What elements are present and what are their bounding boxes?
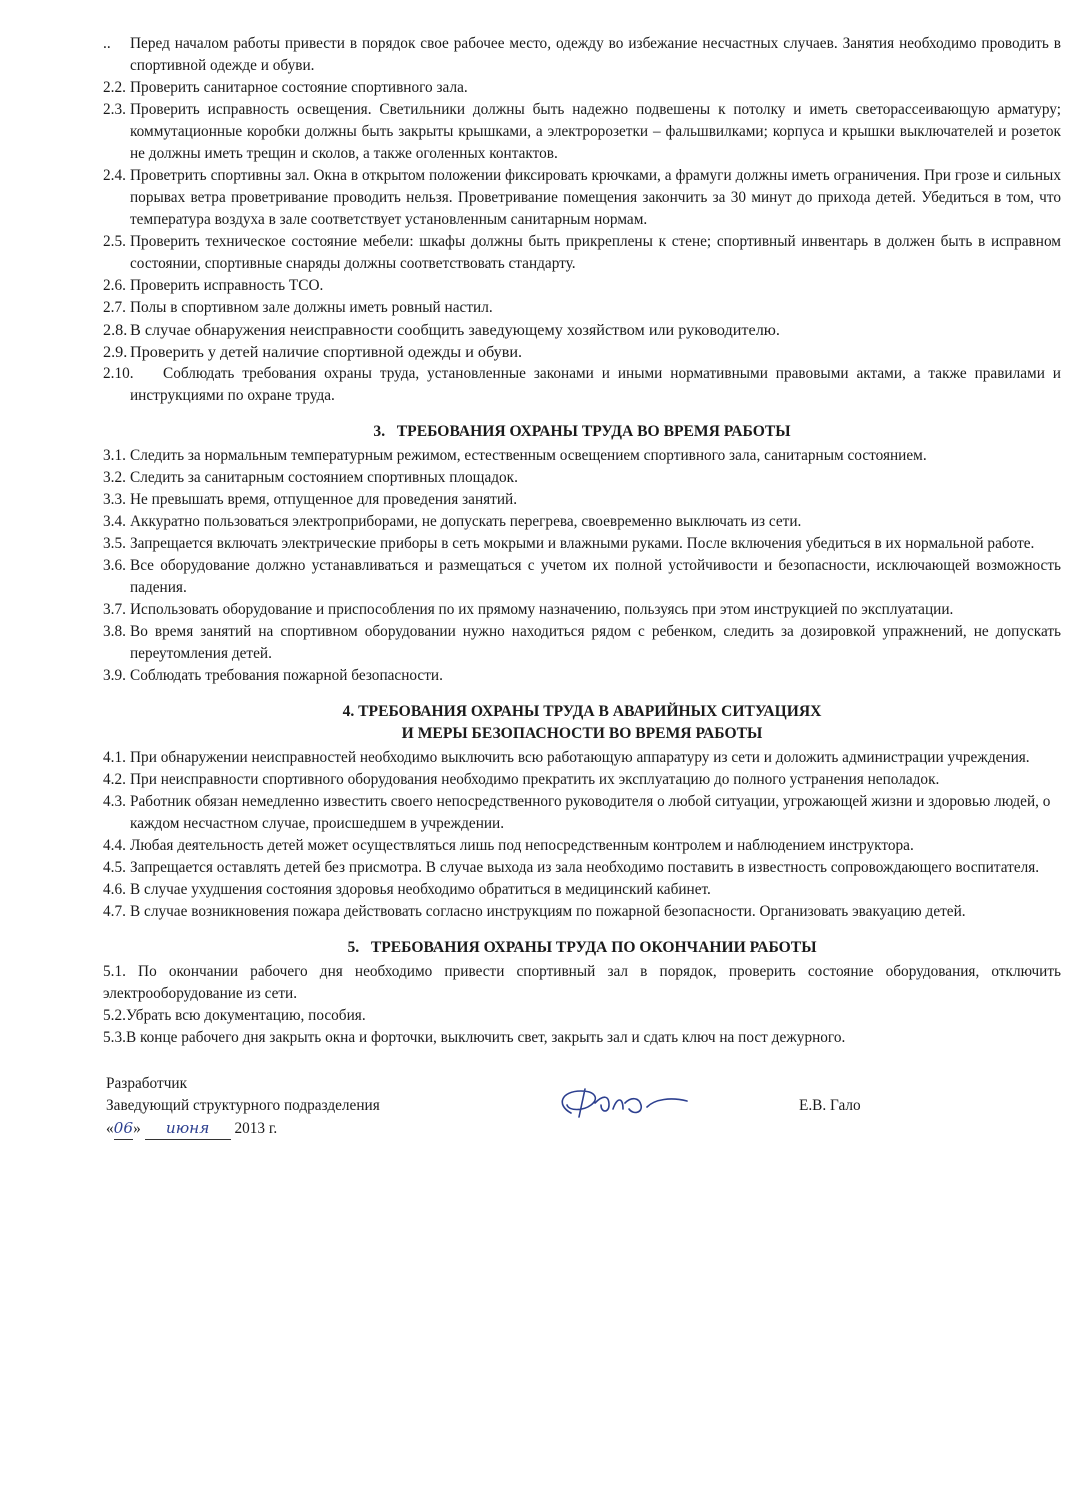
list-item: 5.2.Убрать всю документацию, пособия.	[103, 1007, 366, 1024]
section-5-items	[103, 961, 1061, 1049]
section-4-heading-line-1: 4. ТРЕБОВАНИЯ ОХРАНЫ ТРУДА В АВАРИЙНЫХ СИТУАЦИЯХ	[342, 703, 822, 720]
document-page	[103, 33, 1061, 1148]
list-item: 2.10. Соблюдать требования охраны труда, установленные законами и иными нормативными правовыми актами, а также правилами и инструкциями по охране труда.	[103, 365, 1061, 404]
list-item: 5.3.В конце рабочего дня закрыть окна и форточки, выключить свет, закрыть зал и сдать ключ на пост дежурного.	[103, 1029, 846, 1046]
list-item: 4.1. При обнаружении неисправностей необходимо выключить всю работающую аппаратуру из сети и доложить администрации учреждения.	[103, 749, 1030, 766]
section-4-heading	[103, 701, 1061, 745]
signature-left	[106, 1073, 486, 1140]
section-3-heading: 3. ТРЕБОВАНИЯ ОХРАНЫ ТРУДА ВО ВРЕМЯ РАБОТЫ	[373, 423, 791, 440]
section-2-items	[103, 33, 1061, 407]
section-5-heading: 5. ТРЕБОВАНИЯ ОХРАНЫ ТРУДА ПО ОКОНЧАНИИ РАБОТЫ	[347, 939, 817, 956]
signature-scribble	[551, 1083, 711, 1123]
list-item: 4.7. В случае возникновения пожара действовать согласно инструкциям по пожарной безопасности. Организовать эвакуацию детей.	[103, 903, 966, 920]
signature-block	[103, 1073, 1061, 1148]
list-item: 3.6. Все оборудование должно устанавливаться и размещаться с учетом их полной устойчивости и безопасности, исключающей возможность падения.	[103, 557, 1061, 596]
section-4-items	[103, 747, 1061, 923]
list-item: 2.4. Проветрить спортивны зал. Окна в открытом положении фиксировать крючками, а фрамуги должны иметь ограничения. При грозе и сильных порывах ветра проветривание проводить нельзя. Проветривание помещения закончить за 30 минут до прихода детей. Убедиться в том, что температура воздуха в зале соответствует установленным санитарным нормам.	[103, 167, 1061, 228]
list-item: 3.9. Соблюдать требования пожарной безопасности.	[103, 667, 443, 684]
section-4-heading-line-2: И МЕРЫ БЕЗОПАСНОСТИ ВО ВРЕМЯ РАБОТЫ	[401, 725, 763, 742]
list-item: 2.3. Проверить исправность освещения. Светильники должны быть надежно подвешены к потолку и иметь светорассеивающую арматуру; коммутационные коробки должны быть закрыты крышками, а электророзетки – фальшвилками; корпуса и крышки выключателей и розеток не должны иметь трещин и сколов, а также оголенных контактов.	[103, 101, 1061, 162]
list-item: 2.9. Проверить у детей наличие спортивной одежды и обуви.	[103, 343, 523, 361]
list-item: 2.7. Полы в спортивном зале должны иметь ровный настил.	[103, 299, 493, 316]
list-item: 3.4. Аккуратно пользоваться электроприборами, не допускать перегрева, своевременно выключать из сети.	[103, 513, 802, 530]
date-day: 06	[114, 1117, 133, 1140]
position-label: Заведующий структурного подразделения	[106, 1097, 380, 1114]
list-item: 3.3. Не превышать время, отпущенное для проведения занятий.	[103, 491, 518, 508]
section-3-items	[103, 445, 1061, 687]
list-item: 4.2. При неисправности спортивного оборудования необходимо прекратить их эксплуатацию до полного устранения неполадок.	[103, 771, 940, 788]
list-item: .. Перед началом работы привести в порядок свое рабочее место, одежду во избежание несчастных случаев. Занятия необходимо проводить в спортивной одежде и обуви.	[103, 35, 1061, 74]
signer-name: Е.В. Гало	[799, 1097, 861, 1114]
list-item: 4.6. В случае ухудшения состояния здоровья необходимо обратиться в медицинский кабинет.	[103, 881, 711, 898]
list-item: 3.2. Следить за санитарным состоянием спортивных площадок.	[103, 469, 518, 486]
list-item: 2.2. Проверить санитарное состояние спортивного зала.	[103, 79, 468, 96]
list-item: 4.4. Любая деятельность детей может осуществляться лишь под непосредственным контролем и наблюдением инструктора.	[103, 837, 914, 854]
signature-date: «06» июня 2013 г.	[106, 1117, 486, 1140]
list-item: 3.8. Во время занятий на спортивном оборудовании нужно находиться рядом с ребенком, следить за дозировкой упражнений, не допускать переутомления детей.	[103, 623, 1061, 662]
list-item: 5.1. По окончании рабочего дня необходимо привести спортивный зал в порядок, проверить состояние оборудования, отключить электрооборудование из сети.	[103, 963, 1061, 1002]
developer-label: Разработчик	[106, 1075, 188, 1092]
list-item: 4.3. Работник обязан немедленно известить своего непосредственного руководителя о любой ситуации, угрожающей жизни и здоровью людей, о каждом несчастном случае, происшедшем в учреждении.	[103, 793, 1051, 832]
list-item: 4.5. Запрещается оставлять детей без присмотра. В случае выхода из зала необходимо поставить в известность сопровождающего воспитателя.	[103, 859, 1040, 876]
list-item: 3.5. Запрещается включать электрические приборы в сеть мокрыми и влажными руками. После включения убедиться в их нормальной работе.	[103, 535, 1035, 552]
list-item: 3.7. Использовать оборудование и приспособления по их прямому назначению, пользуясь при этом инструкцией по эксплуатации.	[103, 601, 954, 618]
list-item: 2.6. Проверить исправность ТСО.	[103, 277, 324, 294]
list-item: 3.1. Следить за нормальным температурным режимом, естественным освещением спортивного зала, санитарным состоянием.	[103, 447, 927, 464]
date-month: июня	[145, 1117, 231, 1140]
list-item: 2.8. В случае обнаружения неисправности сообщить заведующему хозяйством или руководителю.	[103, 321, 780, 339]
list-item: 2.5. Проверить техническое состояние мебели: шкафы должны быть прикреплены к стене; спортивный инвентарь в должен быть в исправном состоянии, спортивные снаряды должны соответствовать стандарту.	[103, 233, 1061, 272]
handwritten-signature	[551, 1083, 711, 1130]
